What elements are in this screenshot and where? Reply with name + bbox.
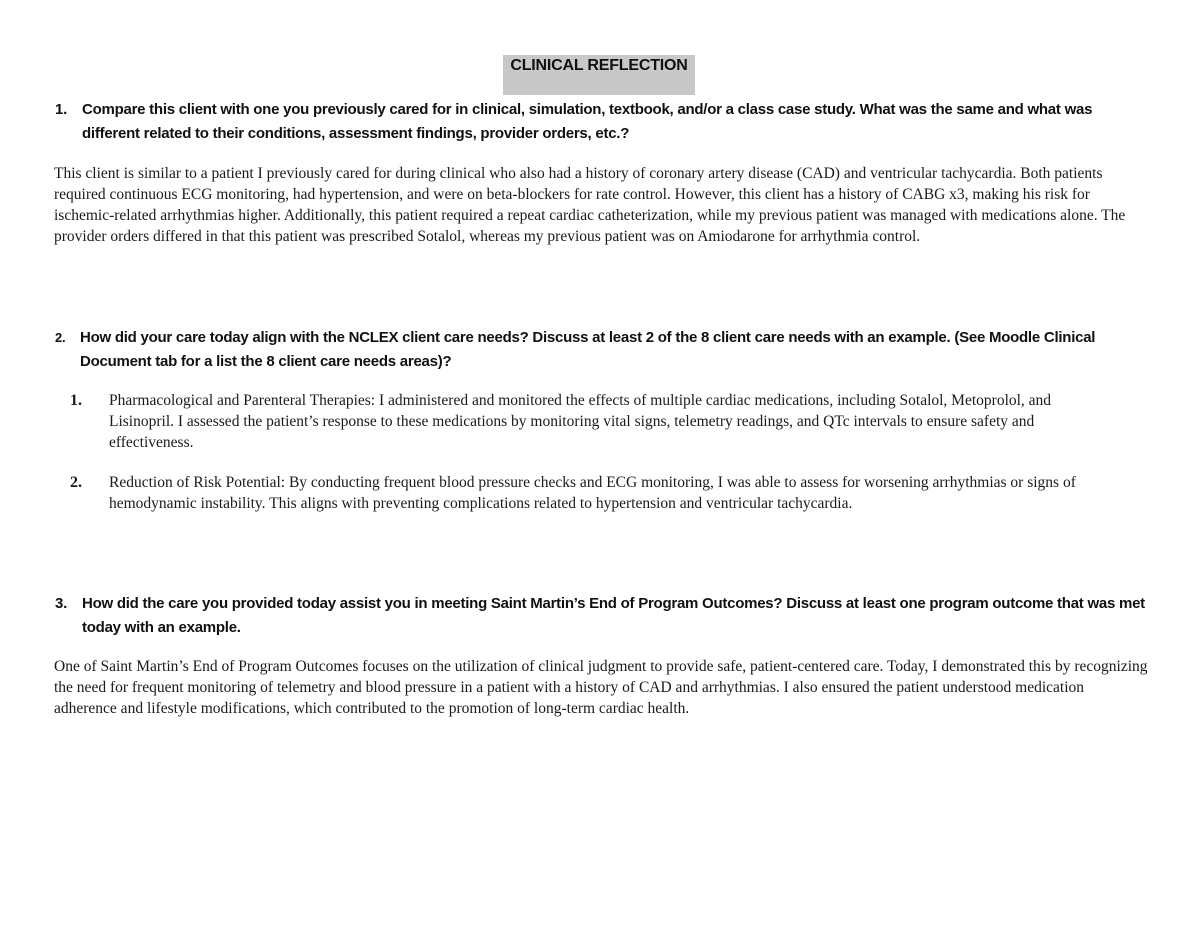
list-item (70, 472, 1110, 514)
question-1-number: 1. (55, 101, 68, 118)
question-2-text: How did your care today align with the NCLEX client care needs? Discuss at least 2 of the 8 client care needs with an example. (See Moodle Clinical Document tab for a list the 8 client care needs areas)? (80, 329, 1096, 370)
list-item-text: Reduction of Risk Potential: By conducting frequent blood pressure checks and ECG monitoring, I was able to assess for worsening arrhythmias or signs of hemodynamic instability. This aligns with preventing complications related to hypertension and ventricular tachycardia. (109, 474, 1076, 512)
question-1-text: Compare this client with one you previously cared for in clinical, simulation, textbook, and/or a class case study. What was the same and what was different related to their conditions, assessment findings, provider orders, etc.? (82, 101, 1093, 142)
question-1 (55, 98, 1150, 146)
document-title: CLINICAL REFLECTION (503, 55, 695, 95)
list-item-number: 2. (70, 474, 82, 491)
answer-1: This client is similar to a patient I previously cared for during clinical who also had a history of coronary artery disease (CAD) and ventricular tachycardia. Both patients required continuous ECG monitoring, had hypertension, and were on beta-blockers for rate control. However, this client has a history of CABG x3, making his risk for ischemic-related arrhythmias higher. Additionally, this patient required a repeat cardiac catheterization, while my previous patient was managed with medications alone. The provider orders differed in that this patient was prescribed Sotalol, whereas my previous patient was on Amiodarone for arrhythmia control. (54, 165, 1126, 245)
question-3-text: How did the care you provided today assist you in meeting Saint Martin’s End of Program Outcomes? Discuss at least one program outcome that was met today with an example. (82, 595, 1145, 636)
question-3-number: 3. (55, 595, 68, 612)
question-2-number: 2. (55, 330, 66, 345)
list-item-number: 1. (70, 392, 82, 409)
question-3 (55, 592, 1155, 640)
list-item (70, 390, 1110, 453)
answer-3: One of Saint Martin’s End of Program Outcomes focuses on the utilization of clinical judgment to provide safe, patient-centered care. Today, I demonstrated this by recognizing the need for frequent monitoring of telemetry and blood pressure in a patient with a history of CAD and arrhythmias. I also ensured the patient understood medication adherence and lifestyle modifications, which contributed to the promotion of long-term cardiac health. (54, 658, 1148, 717)
list-item-text: Pharmacological and Parenteral Therapies: I administered and monitored the effects of multiple cardiac medications, including Sotalol, Metoprolol, and Lisinopril. I assessed the patient’s response to these medications by monitoring vital signs, telemetry readings, and QTc intervals to ensure safety and effectiveness. (109, 392, 1052, 451)
question-2 (55, 326, 1140, 374)
